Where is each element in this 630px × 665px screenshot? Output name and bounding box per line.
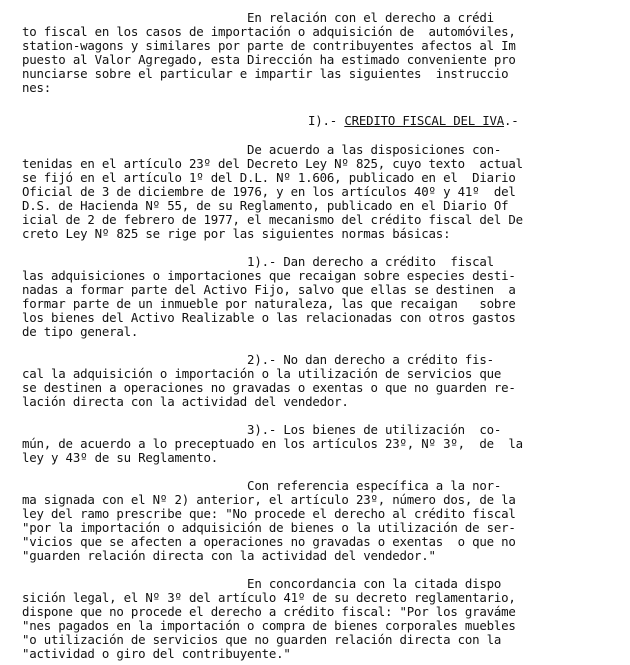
- text-line: 3).- Los bienes de utilización co-: [22, 422, 502, 437]
- text-line: "o utilización de servicios que no guarden relación directa con la: [22, 632, 502, 647]
- text-line: de tipo general.: [22, 324, 139, 339]
- text-line: los bienes del Activo Realizable o las relacionadas con otros gastos: [22, 310, 516, 325]
- text-line: formar parte de un inmueble por naturaleza, las que recaigan sobre: [22, 296, 516, 311]
- text-line: se fijó en el artículo 1º del D.L. Nº 1.606, publicado en el Diario: [22, 170, 516, 185]
- text-line: tenidas en el artículo 23º del Decreto Ley Nº 825, cuyo texto actual: [22, 156, 523, 171]
- text-line: Con referencia específica a la nor-: [22, 478, 502, 493]
- text-line: ley del ramo prescribe que: "No procede el derecho al crédito fiscal: [22, 506, 516, 521]
- text-line: 1).- Dan derecho a crédito fiscal: [22, 254, 494, 269]
- section-heading-title: CREDITO FISCAL DEL IVA: [344, 113, 505, 128]
- text-line: "vicios que se afecten a operaciones no gravadas o exentas o que no: [22, 534, 516, 549]
- text-line: mún, de acuerdo a lo preceptuado en los artículos 23º, Nº 3º, de la: [22, 436, 523, 451]
- text-line: puesto al Valor Agregado, esta Dirección ha estimado conveniente pro: [22, 52, 516, 67]
- text-line: creto Ley Nº 825 se rige por las siguientes normas básicas:: [22, 226, 451, 241]
- text-line: En concordancia con la citada dispo: [22, 576, 502, 591]
- text-line: "por la importación o adquisición de bienes o la utilización de ser-: [22, 520, 516, 535]
- text-line: 2).- No dan derecho a crédito fis-: [22, 352, 494, 367]
- section-heading: [308, 114, 608, 128]
- text-line: nadas a formar parte del Activo Fijo, salvo que ellas se destinen a: [22, 282, 516, 297]
- text-line: to fiscal en los casos de importación o adquisición de automóviles,: [22, 24, 516, 39]
- text-line: cal la adquisición o importación o la utilización de servicios que: [22, 366, 502, 381]
- text-line: "guarden relación directa con la actividad del vendedor.": [22, 548, 436, 563]
- text-line: En relación con el derecho a crédi: [22, 10, 494, 25]
- text-line: las adquisiciones o importaciones que recaigan sobre especies desti-: [22, 268, 516, 283]
- text-line: sición legal, el Nº 3º del artículo 41º de su decreto reglamentario,: [22, 590, 516, 605]
- text-line: icial de 2 de febrero de 1977, el mecanismo del crédito fiscal del De: [22, 212, 523, 227]
- text-line: D.S. de Hacienda Nº 55, de su Reglamento, publicado en el Diario Of: [22, 198, 509, 213]
- text-line: nes:: [22, 80, 52, 95]
- text-line: station-wagons y similares por parte de contribuyentes afectos al Im: [22, 38, 516, 53]
- text-line: lación directa con la actividad del vendedor.: [22, 394, 349, 409]
- text-line: De acuerdo a las disposiciones con-: [22, 142, 502, 157]
- text-line: se destinen a operaciones no gravadas o exentas o que no guarden re-: [22, 380, 516, 395]
- section-heading-number: I).-: [308, 113, 345, 128]
- text-line: dispone que no procede el derecho a crédito fiscal: "Por los graváme: [22, 604, 516, 619]
- text-line: ley y 43º de su Reglamento.: [22, 450, 219, 465]
- text-line: "nes pagados en la importación o compra de bienes corporales muebles: [22, 618, 516, 633]
- text-line: nunciarse sobre el particular e impartir las siguientes instruccio: [22, 66, 509, 81]
- section-heading-suffix: .-: [504, 113, 519, 128]
- text-line: Oficial de 3 de diciembre de 1976, y en los artículos 40º y 41º del: [22, 184, 516, 199]
- text-line: "actividad o giro del contribuyente.": [22, 646, 291, 661]
- text-line: ma signada con el Nº 2) anterior, el artículo 23º, número dos, de la: [22, 492, 516, 507]
